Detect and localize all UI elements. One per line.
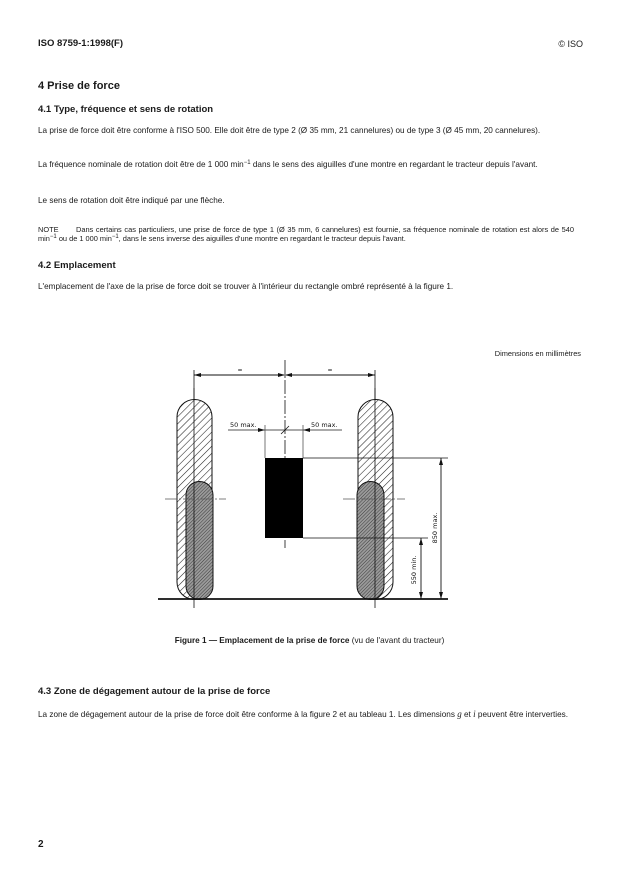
section-4-1-title: 4.1 Type, fréquence et sens de rotation <box>38 104 214 115</box>
svg-text:850 max.: 850 max. <box>431 512 439 544</box>
variable-i: i <box>473 709 476 719</box>
section-4-title: 4 Prise de force <box>38 80 120 92</box>
section-4-1-para-3: Le sens de rotation doit être indiqué par une flèche. <box>38 196 225 205</box>
copyright: © ISO <box>558 39 583 49</box>
section-4-1-para-2: La fréquence nominale de rotation doit être de 1 000 $\min^{-1}$ dans le sens des aiguilles d'une montre en regardant le tracteur depuis l'avant. <box>38 160 538 169</box>
svg-text:=: = <box>237 367 243 374</box>
section-4-2-para-1: L'emplacement de l'axe de la prise de force doit se trouver à l'intérieur du rectangle ombré représenté à la figure 1. <box>38 282 454 291</box>
variable-g: g <box>457 709 462 719</box>
document-id: ISO 8759-1:1998(F) <box>38 38 124 49</box>
units-note: Dimensions en millimètres <box>494 349 581 358</box>
svg-text:550 min.: 550 min. <box>410 555 418 585</box>
pto-location-zone <box>265 458 303 538</box>
section-4-1-para-1: La prise de force doit être conforme à l'ISO 500. Elle doit être de type 2 (Ø 35 mm, 21 cannelures) ou de type 3 (Ø 45 mm, 20 cannelures). <box>38 126 541 135</box>
section-4-3-title: 4.3 Zone de dégagement autour de la prise de force <box>38 686 271 697</box>
dimension-850-max <box>431 458 443 599</box>
svg-text:50 max.: 50 max. <box>230 421 257 429</box>
section-4-2-title: 4.2 Emplacement <box>38 260 116 271</box>
note: NOTE Dans certains cas particuliers, une prise de force de type 1 (Ø 35 mm, 6 cannelures) est fournie, sa fréquence nominale de rotation est alors de 540 $\min^{-1}$ ou de 1 000 $\min^{-1}$, dans le sens inverse des aiguilles d'une montre en regardant le tracteur depuis l'avant. <box>38 225 574 244</box>
section-4-3-para-1: La zone de dégagement autour de la prise de force doit être conforme à la figure 2 et au tableau 1. Les dimensions g et i peuvent être interverties. <box>38 709 568 719</box>
figure-1-caption: Figure 1 — Emplacement de la prise de force (vu de l'avant du tracteur) <box>174 636 445 645</box>
dimension-equal-spacing <box>194 367 375 400</box>
page-number: 2 <box>38 839 44 850</box>
svg-text:=: = <box>327 367 333 374</box>
note-label: NOTE <box>38 225 59 234</box>
svg-text:50 max.: 50 max. <box>311 421 338 429</box>
dimension-550-min <box>410 538 423 599</box>
